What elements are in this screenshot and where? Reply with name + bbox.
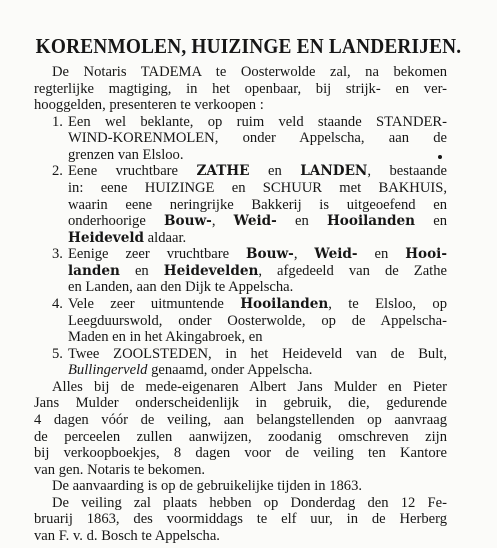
item-3-number: 3. xyxy=(52,246,63,263)
item-4-line-2: Leegduurswold, onder Oosterwolde, op de Appelscha- xyxy=(68,312,447,329)
closing-line-8: De veiling zal plaats hebben op Donderdag den 12 Fe- xyxy=(52,494,447,511)
intro-line-2: regterlijke magtiging, in het openbaar, bij strijk- en ver- xyxy=(34,80,447,97)
item-4-line-3: Maden en in het Akingabroek, en xyxy=(68,329,263,346)
item-2-line-2: in: eene HUIZINGE en SCHUUR met BAKHUIS, xyxy=(68,180,447,196)
item-2-line-3: waarin eene neringrijke Bakkerij is uitgeoefend en xyxy=(68,196,447,213)
item-4-number: 4. xyxy=(52,296,63,312)
closing-line-6: van gen. Notaris te bekomen. xyxy=(34,461,206,478)
item-5-line-2: Bullingerveld genaamd, onder Appelscha. xyxy=(68,362,313,379)
item-5-line-1: Twee ZOOLSTEDEN, in het Heideveld van de Bult, xyxy=(68,345,447,362)
closing-line-10: van F. v. d. Bosch te Appelscha. xyxy=(34,527,220,544)
item-1-number: 1. xyxy=(52,113,63,130)
item-1-line-1: Een wel beklante, op ruim veld staande STANDER- xyxy=(68,113,447,130)
closing-line-1: Alles bij de mede-eigenaren Albert Jans Mulder en Pieter xyxy=(52,378,447,395)
item-3-line-2: landen en Heidevelden, afgedeeld van de Zathe xyxy=(68,262,447,279)
closing-line-9: bruarij 1863, des voormiddags te elf uur, in de Herberg xyxy=(34,511,447,528)
item-2-number: 2. xyxy=(52,163,63,180)
item-2-line-5: Heideveld aldaar. xyxy=(68,229,187,246)
closing-line-7: De aanvaarding is op de gebruikelijke tijden in 1863. xyxy=(52,478,363,495)
item-3-line-3: en Landen, aan den Dijk te Appelscha. xyxy=(68,279,294,296)
ad-title: KORENMOLEN, HUIZINGE EN LANDERIJEN. xyxy=(35,34,462,58)
item-4-line-1: Vele zeer uitmuntende Hooilanden, te Elsloo, op xyxy=(68,296,447,312)
intro-line-1: De Notaris TADEMA te Oosterwolde zal, na bekomen xyxy=(52,64,447,80)
item-2-line-1: Eene vruchtbare ZATHE en LANDEN, bestaande xyxy=(68,163,447,180)
closing-line-2: Jans Mulder onderscheidenlijk in gebruik, die, gedurende xyxy=(34,395,447,412)
closing-line-4: de perceelen zullen aanwijzen, zoodanig omschreven zijn xyxy=(34,428,447,445)
print-speck xyxy=(438,155,442,159)
intro-line-3: hooggelden, presenteren te verkoopen : xyxy=(34,97,264,114)
item-5-number: 5. xyxy=(52,345,63,362)
item-2-line-4: onderhoorige Bouw-, Weid- en Hooilanden en xyxy=(68,213,447,230)
item-3-line-1: Eenige zeer vruchtbare Bouw-, Weid- en Hooi- xyxy=(68,246,447,263)
closing-line-3: 4 dagen vóór de veiling, aan belangstellenden op aanvraag xyxy=(34,412,447,428)
closing-line-5: bij verkoopboekjes, 8 dagen voor de veiling ten Kantore xyxy=(34,445,447,462)
item-1-line-2: WIND-KORENMOLEN, onder Appelscha, aan de xyxy=(68,130,447,147)
item-1-line-3: grenzen van Elsloo. xyxy=(68,146,184,163)
